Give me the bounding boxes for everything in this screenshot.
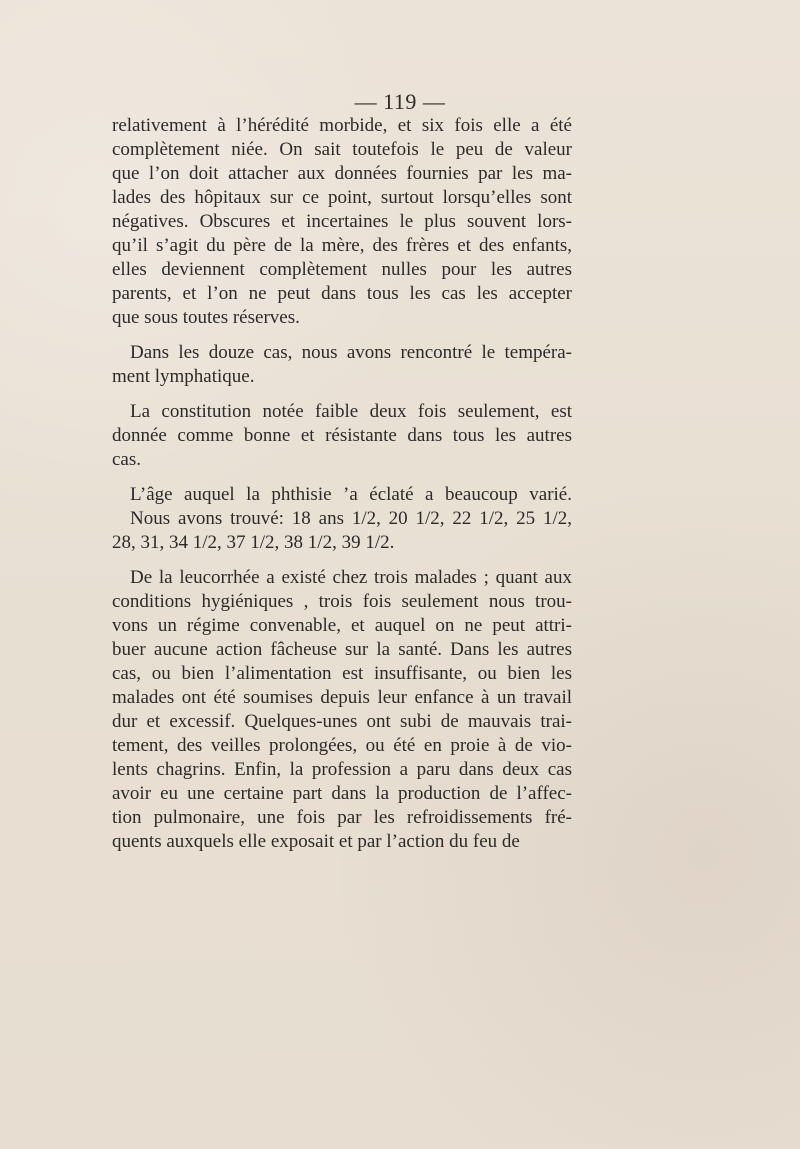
page-text <box>112 114 572 865</box>
paragraph-4 <box>112 483 572 555</box>
text-line: avoir eu une certaine part dans la production de l’affec- <box>112 783 572 804</box>
text-line: elles deviennent complètement nulles pour les autres <box>112 259 572 280</box>
text-line: parents, et l’on ne peut dans tous les cas les accepter <box>112 283 572 304</box>
text-line: La constitution notée faible deux fois seulement, est <box>130 401 572 422</box>
text-line: 28, 31, 34 1/2, 37 1/2, 38 1/2, 39 1/2. <box>112 532 395 553</box>
text-line: donnée comme bonne et résistante dans tous les autres <box>112 425 572 446</box>
text-line: L’âge auquel la phthisie ’a éclaté a beaucoup varié. <box>130 484 572 505</box>
text-line: dur et excessif. Quelques-unes ont subi de mauvais trai- <box>112 711 572 732</box>
text-line: quents auxquels elle exposait et par l’action du feu de <box>112 831 520 852</box>
paragraph-1 <box>112 114 572 330</box>
paragraph-3 <box>112 400 572 472</box>
text-line: cas. <box>112 449 142 470</box>
text-line: tion pulmonaire, une fois par les refroidissements fré- <box>112 807 572 828</box>
text-line: négatives. Obscures et incertaines le plus souvent lors- <box>112 211 572 232</box>
text-line: tement, des veilles prolongées, ou été en proie à de vio- <box>112 735 572 756</box>
text-line: qu’il s’agit du père de la mère, des frères et des enfants, <box>112 235 572 256</box>
text-line: malades ont été soumises depuis leur enfance à un travail <box>112 687 572 708</box>
text-line: vons un régime convenable, et auquel on ne peut attri- <box>112 615 572 636</box>
text-line: lades des hôpitaux sur ce point, surtout lorsqu’elles sont <box>112 187 572 208</box>
paragraph-2 <box>112 341 572 389</box>
text-line: conditions hygiéniques , trois fois seulement nous trou- <box>112 591 572 612</box>
text-line: Dans les douze cas, nous avons rencontré le tempéra- <box>130 342 572 363</box>
text-line: que l’on doit attacher aux données fournies par les ma- <box>112 163 572 184</box>
text-line: Nous avons trouvé: 18 ans 1/2, 20 1/2, 22 1/2, 25 1/2, <box>130 508 572 529</box>
text-line: buer aucune action fâcheuse sur la santé. Dans les autres <box>112 639 572 660</box>
paragraph-5 <box>112 566 572 854</box>
text-line: cas, ou bien l’alimentation est insuffisante, ou bien les <box>112 663 572 684</box>
text-line: relativement à l’hérédité morbide, et six fois elle a été <box>112 115 572 136</box>
text-line: lents chagrins. Enfin, la profession a paru dans deux cas <box>112 759 572 780</box>
text-line: complètement niée. On sait toutefois le peu de valeur <box>112 139 572 160</box>
text-line: ment lymphatique. <box>112 366 255 387</box>
text-line: De la leucorrhée a existé chez trois malades ; quant aux <box>130 567 572 588</box>
page-number: — 119 — <box>354 89 446 114</box>
text-line: que sous toutes réserves. <box>112 307 300 328</box>
